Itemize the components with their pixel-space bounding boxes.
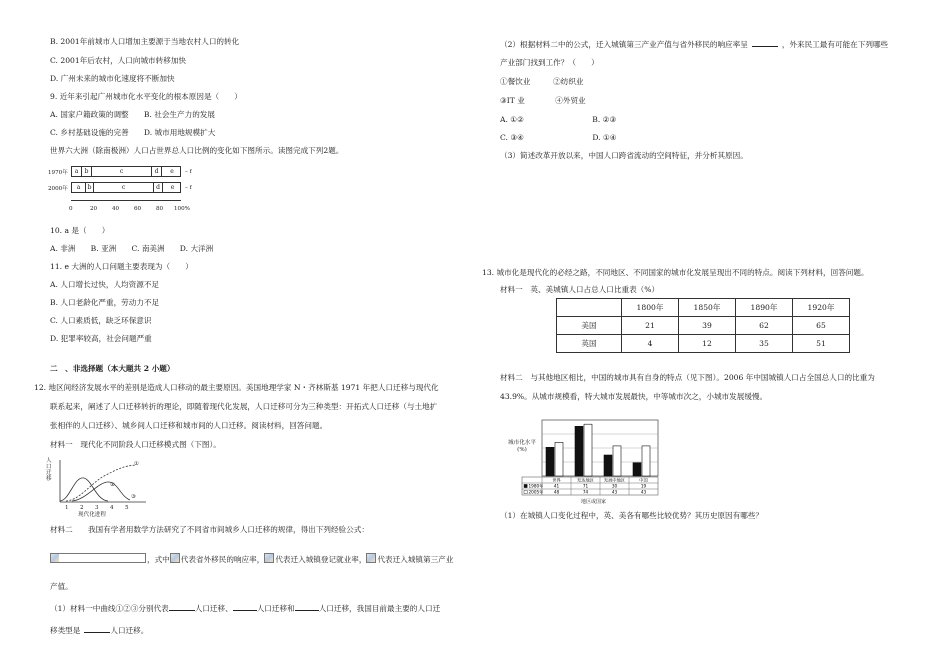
q12-2-line1 bbox=[500, 38, 888, 50]
seg-c-1970: c bbox=[92, 167, 152, 176]
q9-stem: 9. 近年来引起广州城市化水平变化的根本原因是（ ） bbox=[50, 92, 242, 101]
tick-60: 60 bbox=[134, 206, 142, 212]
formula-line bbox=[50, 553, 453, 565]
formula-text-d: 代表迁入城镇第三产业 bbox=[377, 555, 454, 564]
tail-label: f bbox=[189, 169, 192, 175]
chart-category-label: 世界 bbox=[552, 477, 561, 483]
table-header-cell: 1800年 bbox=[622, 299, 679, 317]
fig-xtick-5: 5 bbox=[125, 505, 129, 511]
table-header-cell bbox=[557, 299, 622, 317]
chart-x-label: 地区或国家 bbox=[581, 499, 607, 505]
q12-line3: 张相伴的人口迁移）、城乡间人口迁移和城市间的人口迁移。阅读材料，回答问题。 bbox=[50, 421, 328, 430]
q12-2-opt-ab: A. ①② B. ②③ bbox=[500, 115, 617, 124]
sub1-text-e: 移类型是 bbox=[50, 626, 81, 635]
continent-bar-figure bbox=[48, 160, 208, 218]
chart-legend-label: 2005年 bbox=[528, 489, 544, 495]
bar-row-1970 bbox=[71, 166, 181, 177]
q12-2-opt-cd: C. ③④ D. ①④ bbox=[500, 133, 617, 142]
chart-value-label: 71 bbox=[582, 483, 589, 489]
q11-option-d: D. 犯罪率较高，社会问题严重 bbox=[50, 334, 152, 343]
q12-line1: 12. 地区间经济发展水平的差别是造成人口移动的最主要原因。美国地理学家 N・齐林斯基 1971 年把人口迁移与现代化 bbox=[34, 383, 439, 392]
table-header-row bbox=[557, 299, 850, 317]
chart-legend-swatch bbox=[524, 484, 527, 487]
chart-value-label: 74 bbox=[582, 489, 589, 495]
formula-var-icon-2 bbox=[264, 553, 274, 563]
q12-material1: 材料一 现代化不同阶段人口迁移模式图（下图）。 bbox=[50, 440, 221, 449]
seg-d-1970: d bbox=[152, 167, 162, 176]
chart-value-label: 43 bbox=[611, 489, 618, 495]
formula-text-b: 代表省外移民的响应率， bbox=[180, 555, 265, 564]
chart-bar bbox=[642, 446, 650, 476]
q13-sub1: （1）在城镇人口变化过程中，英、美各有哪些比较优势？其历史原因有哪些？ bbox=[500, 511, 764, 520]
q10-stem: 10. a 是（ ） bbox=[50, 226, 110, 235]
tick-100: 100% bbox=[174, 206, 190, 212]
formula-text-c: 代表迁入城镇登记就业率， bbox=[275, 555, 367, 564]
table-cell: 4 bbox=[622, 335, 679, 353]
q11-stem: 11. e 大洲的人口问题主要表现为（ ） bbox=[50, 262, 193, 271]
chart-bar bbox=[584, 424, 592, 476]
table-header-cell: 1920年 bbox=[793, 299, 850, 317]
chart-y-label: 城市化水平 (%) bbox=[508, 440, 536, 453]
migration-curves bbox=[46, 456, 156, 518]
sub1-text-d: 人口迁移，我国目前最主要的人口迁 bbox=[318, 604, 441, 613]
seg-d-2000: d bbox=[154, 183, 163, 192]
table-header-cell: 1850年 bbox=[679, 299, 736, 317]
bar-tail-f-2000: – f bbox=[185, 185, 192, 191]
answer-blank-3[interactable] bbox=[295, 602, 319, 611]
fig-xtick-4: 4 bbox=[110, 505, 114, 511]
q12-sub1-line1 bbox=[50, 602, 440, 614]
curve-label-2: ② bbox=[110, 482, 116, 488]
q13-stem: 13. 城市化是现代化的必经之路，不同地区、不同国家的城市化发展呈现出不同的特点。阅读下列材料，回答问题。 bbox=[482, 268, 869, 277]
q12-2-opt-34: ③IT 业 ④外贸业 bbox=[500, 96, 586, 105]
chart-bar bbox=[604, 455, 612, 476]
seg-c-2000: c bbox=[94, 183, 154, 192]
answer-blank-2[interactable] bbox=[233, 602, 257, 611]
chart-value-label: 41 bbox=[553, 483, 560, 489]
chart-category-label: 发达地区 bbox=[577, 477, 594, 483]
table-header-cell: 1890年 bbox=[736, 299, 793, 317]
migration-model-figure bbox=[46, 456, 156, 518]
formula-image-icon bbox=[50, 553, 146, 563]
chart-bar bbox=[633, 463, 641, 476]
q11-option-c: C. 人口素质低，缺乏环保意识 bbox=[50, 316, 152, 325]
bar-row-label-2000: 2000年 bbox=[48, 186, 68, 192]
table-cell: 21 bbox=[622, 317, 679, 335]
seg-a-1970: a bbox=[72, 167, 82, 176]
table-row bbox=[557, 317, 850, 335]
table-row bbox=[557, 335, 850, 353]
formula-text-a: ，式中 bbox=[147, 555, 170, 564]
sub1-text-f: 人口迁移。 bbox=[110, 626, 149, 635]
sub1-text-a: （1）材料一中曲线①②③分别代表 bbox=[50, 604, 169, 613]
answer-blank-5[interactable] bbox=[752, 38, 778, 47]
q12-2-text-a: （2）根据材料二中的公式，迁入城镇第三产业产值与省外移民的响应率呈 bbox=[500, 40, 748, 49]
q13-material1: 材料一 英、美城镇人口占总人口比重表（%） bbox=[500, 285, 660, 294]
tick-20: 20 bbox=[90, 206, 98, 212]
fig-xtick-2: 2 bbox=[80, 505, 84, 511]
q12-2-line2: 产业部门找到工作？（ ） bbox=[500, 58, 599, 67]
q11-option-b: B. 人口老龄化严重，劳动力不足 bbox=[50, 298, 160, 307]
chart-legend-label: 1980年 bbox=[528, 483, 544, 489]
chart-value-label: 19 bbox=[640, 483, 647, 489]
fig-x-label: 现代化进程 bbox=[78, 512, 106, 518]
table-cell: 英国 bbox=[557, 335, 622, 353]
q10-options: A. 非洲 B. 亚洲 C. 南美洲 D. 大洋洲 bbox=[50, 244, 214, 253]
table-cell: 65 bbox=[793, 317, 850, 335]
bar-row-2000 bbox=[71, 182, 181, 193]
formula-line-end: 产值。 bbox=[50, 582, 73, 591]
q12-2-text-b: ，外来民工最有可能在下列哪些 bbox=[781, 40, 889, 49]
q12-sub1-line2 bbox=[50, 624, 148, 636]
formula-var-icon-1 bbox=[170, 553, 180, 563]
curve-label-3: ③ bbox=[131, 494, 137, 500]
table-cell: 62 bbox=[736, 317, 793, 335]
seg-b-2000: b bbox=[86, 183, 94, 192]
q12-material2: 材料二 我国有学者用数学方法研究了不同省市间城乡人口迁移的规律，得出下列经验公式： bbox=[50, 525, 369, 534]
answer-blank-4[interactable] bbox=[84, 624, 110, 633]
tail-label: f bbox=[189, 185, 192, 191]
chart-category-label: 中国 bbox=[639, 477, 648, 483]
q8-option-c: C. 2001年后农村，人口向城市转移加快 bbox=[50, 56, 187, 65]
q12-2-opt-12: ①餐饮业 ②纺织业 bbox=[500, 77, 584, 86]
seg-e-1970: e bbox=[170, 168, 174, 175]
bar-tail-f-1970: – f bbox=[185, 169, 192, 175]
chart-value-label: 30 bbox=[611, 483, 618, 489]
fig-xtick-3: 3 bbox=[95, 505, 99, 511]
q9-options-ab: A. 国家户籍政策的调整 B. 社会生产力的发展 bbox=[50, 110, 215, 119]
table-cell: 12 bbox=[679, 335, 736, 353]
q13-material2-line2: 43.9%。从城市规模看，特大城市发展最快，中等城市次之，小城市发展缓慢。 bbox=[500, 392, 768, 401]
urban-population-table bbox=[556, 298, 850, 353]
q8-option-b: B. 2001年前城市人口增加主要源于当地农村人口的转化 bbox=[50, 37, 240, 46]
sub1-text-b: 人口迁移、 bbox=[194, 604, 233, 613]
sub1-text-c: 人口迁移和 bbox=[256, 604, 295, 613]
table-cell: 39 bbox=[679, 317, 736, 335]
bar-row-label-1970: 1970年 bbox=[48, 170, 68, 176]
q11-option-a: A. 人口增长过快，人均资源不足 bbox=[50, 280, 160, 289]
curve-label-1: ① bbox=[134, 461, 140, 467]
table-cell: 35 bbox=[736, 335, 793, 353]
chart-category-label: 发展中地区 bbox=[604, 477, 625, 483]
tick-0: 0 bbox=[69, 206, 73, 212]
fig-y-label: 人 口 迁 移 bbox=[46, 458, 52, 482]
chart-bar bbox=[575, 426, 583, 476]
chart-bar bbox=[555, 442, 563, 476]
chart-legend-swatch bbox=[524, 490, 527, 493]
table-cell: 51 bbox=[793, 335, 850, 353]
fig-xtick-1: 1 bbox=[65, 505, 69, 511]
q9-options-cd: C. 乡村基础设施的完善 D. 城市用地规模扩大 bbox=[50, 128, 216, 137]
section-heading: 二 、非选择题（本大题共 2 小题） bbox=[50, 364, 175, 373]
tick-40: 40 bbox=[112, 206, 120, 212]
seg-b-1970: b bbox=[82, 167, 92, 176]
q13-material2-line1: 材料二 与其他地区相比，中国的城市具有自身的特点（见下图）。2006 年中国城镇人口占全国总人口的比重为 bbox=[500, 373, 875, 382]
chart-bar bbox=[546, 447, 554, 476]
urbanization-chart bbox=[508, 414, 668, 506]
urbanization-bars bbox=[508, 414, 668, 506]
table-cell: 美国 bbox=[557, 317, 622, 335]
bar-axis bbox=[71, 200, 181, 201]
q12-sub3: （3）简述改革开放以来，中国人口跨省流动的空间特征，并分析其原因。 bbox=[500, 151, 748, 160]
answer-blank-1[interactable] bbox=[169, 602, 195, 611]
intro-continents: 世界六大洲（除南极洲）人口占世界总人口比例的变化如下图所示。读图完成下列2题。 bbox=[50, 146, 344, 155]
q8-option-d: D. 广州未来的城市化速度将不断加快 bbox=[50, 74, 175, 83]
formula-var-icon-3 bbox=[366, 553, 376, 563]
tick-80: 80 bbox=[156, 206, 164, 212]
q12-line2: 联系起来，阐述了人口迁移转折的理论，即随着现代化发展，人口迁移可分为三种类型：开拓式人口迁移（与土地扩 bbox=[50, 402, 438, 411]
seg-e-2000: e bbox=[170, 184, 175, 191]
seg-a-2000: a bbox=[72, 183, 86, 192]
chart-value-label: 48 bbox=[553, 489, 560, 495]
chart-bar bbox=[613, 446, 621, 476]
chart-value-label: 43 bbox=[640, 489, 647, 495]
